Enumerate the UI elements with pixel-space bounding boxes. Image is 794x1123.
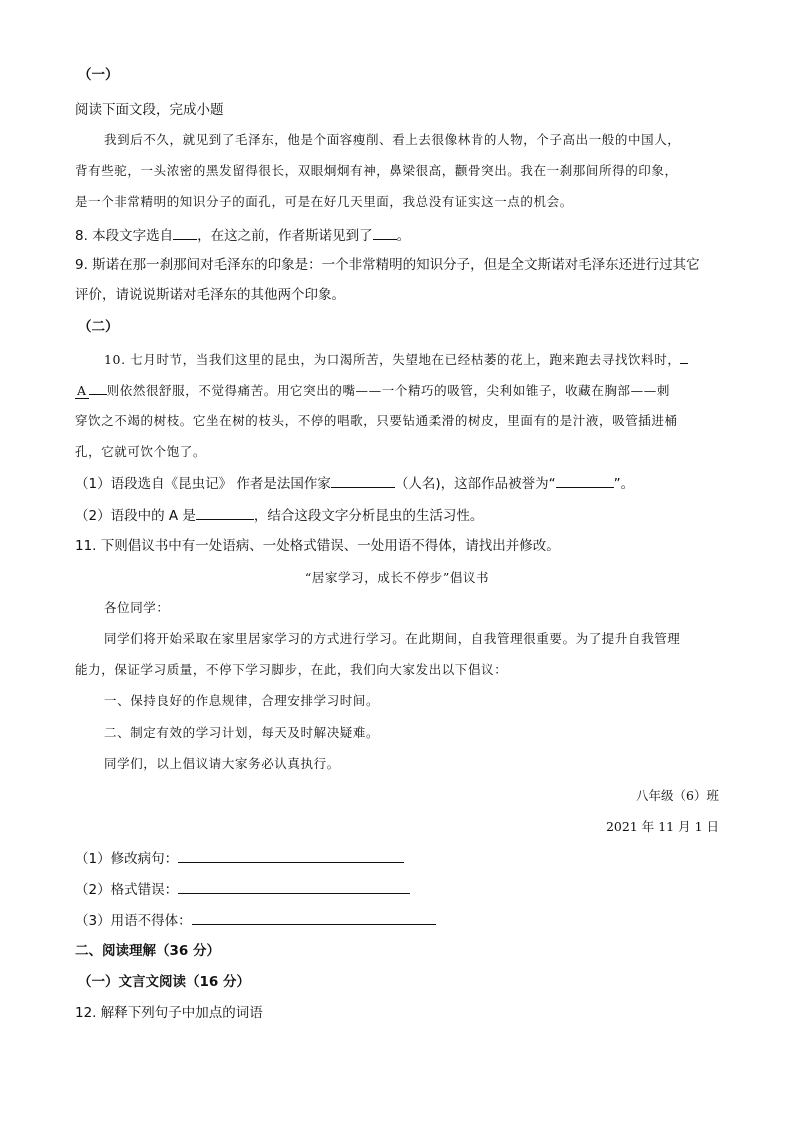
- question-10-1-part-c: ”。: [613, 476, 635, 492]
- question-9-line-1: 9. 斯诺在那一刹那间对毛泽东的印象是：一个非常精明的知识分子，但是全文斯诺对毛泽东还进行过其它: [75, 257, 700, 273]
- answer-2-label: （2）格式错误：: [75, 882, 179, 898]
- passage10-line-2-text: 则依然很舒服，不觉得痛苦。用它突出的嘴——一个精巧的吸管，尖利如锥子，收藏在胸部——刺: [106, 383, 670, 398]
- question-8-part-c: 。: [396, 228, 411, 244]
- passage10-line-1: [104, 350, 688, 369]
- blank-a-label: A: [77, 383, 87, 398]
- answer-blank[interactable]: [192, 911, 436, 925]
- question-8-part-b: ，在这之前，作者斯诺见到了: [197, 228, 373, 244]
- question-12: 12. 解释下列句子中加点的词语: [75, 1005, 263, 1021]
- proposal-body-line-1: 同学们将开始采取在家里居家学习的方式进行学习。在此期间，自我管理很重要。为了提升自我管理: [104, 631, 681, 646]
- question-8: [75, 226, 410, 245]
- proposal-greeting: 各位同学：: [104, 600, 170, 615]
- proposal-date: 2021 年 11 月 1 日: [605, 819, 719, 834]
- section-2-heading: 二、阅读理解（36 分）: [75, 943, 220, 959]
- answer-blank[interactable]: [178, 849, 404, 863]
- answer-blank[interactable]: [89, 381, 107, 395]
- answer-blank[interactable]: [373, 226, 397, 240]
- answer-1-label: （1）修改病句：: [75, 851, 179, 867]
- answer-blank[interactable]: [556, 474, 614, 488]
- answer-3: [75, 911, 436, 930]
- answer-blank[interactable]: [680, 350, 688, 364]
- passage-line-3: 是一个非常精明的知识分子的面孔，可是在好几天里面，我总没有证实这一点的机会。: [75, 194, 573, 209]
- part1-heading: （一）: [78, 67, 119, 83]
- proposal-item-1: 一、保持良好的作息规律，合理安排学习时间。: [104, 693, 380, 708]
- proposal-item-2: 二、制定有效的学习计划，每天及时解决疑难。: [104, 725, 380, 740]
- question-8-part-a: 8. 本段文字选自: [75, 228, 174, 244]
- question-10-1-part-a: （1）语段选自《昆虫记》 作者是法国作家: [75, 476, 331, 492]
- question-10-2-part-a: （2）语段中的 A 是: [75, 508, 196, 524]
- question-11: 11. 下则倡议书中有一处语病、一处格式错误、一处用语不得体，请找出并修改。: [75, 538, 560, 554]
- proposal-title: “居家学习，成长不停步”倡议书: [304, 570, 490, 585]
- part1-instruction: 阅读下面文段，完成小题: [75, 102, 224, 118]
- section-2-subheading: （一）文言文阅读（16 分）: [78, 974, 250, 990]
- answer-1: [75, 849, 404, 868]
- proposal-closing: 同学们，以上倡议请大家务必认真执行。: [104, 756, 340, 771]
- part2-heading: （二）: [78, 319, 119, 335]
- passage-line-1: 我到后不久，就见到了毛泽东，他是个面容瘦削、看上去很像林肯的人物，个子高出一般的中国人，: [104, 132, 681, 147]
- question-10-2-part-b: ，结合这段文字分析昆虫的生活习性。: [253, 508, 484, 524]
- passage10-line-1-text: 10. 七月时节，当我们这里的昆虫，为口渴所苦，失望地在已经枯萎的花上，跑来跑去寻找饮料时，: [104, 352, 681, 367]
- passage-line-2: 背有些驼，一头浓密的黑发留得很长，双眼炯炯有神，鼻梁很高，颧骨突出。我在一刹那间所得的印象，: [75, 163, 678, 178]
- answer-3-label: （3）用语不得体：: [75, 913, 192, 929]
- passage10-line-2: [75, 381, 670, 400]
- question-9-line-2: 评价，请说说斯诺对毛泽东的其他两个印象。: [75, 287, 345, 303]
- proposal-body-line-2: 能力，保证学习质量，不停下学习脚步，在此，我们向大家发出以下倡议：: [75, 662, 508, 677]
- question-10-1-part-b: （人名)，这部作品被誉为“: [394, 476, 556, 492]
- answer-blank[interactable]: [173, 226, 197, 240]
- passage10-line-4: 孔，它就可饮个饱了。: [75, 444, 207, 459]
- passage10-line-3: 穿饮之不竭的树枝。它坐在树的枝头，不停的唱歌，只要钻通柔滑的树皮，里面有的是汁液，吸管插进桶: [75, 413, 678, 428]
- answer-blank[interactable]: [178, 880, 410, 894]
- question-10-2: [75, 506, 483, 525]
- answer-blank[interactable]: [196, 506, 254, 520]
- answer-2: [75, 880, 410, 899]
- answer-blank[interactable]: [331, 474, 395, 488]
- proposal-signature: 八年级（6）班: [636, 788, 719, 803]
- question-10-1: [75, 474, 634, 493]
